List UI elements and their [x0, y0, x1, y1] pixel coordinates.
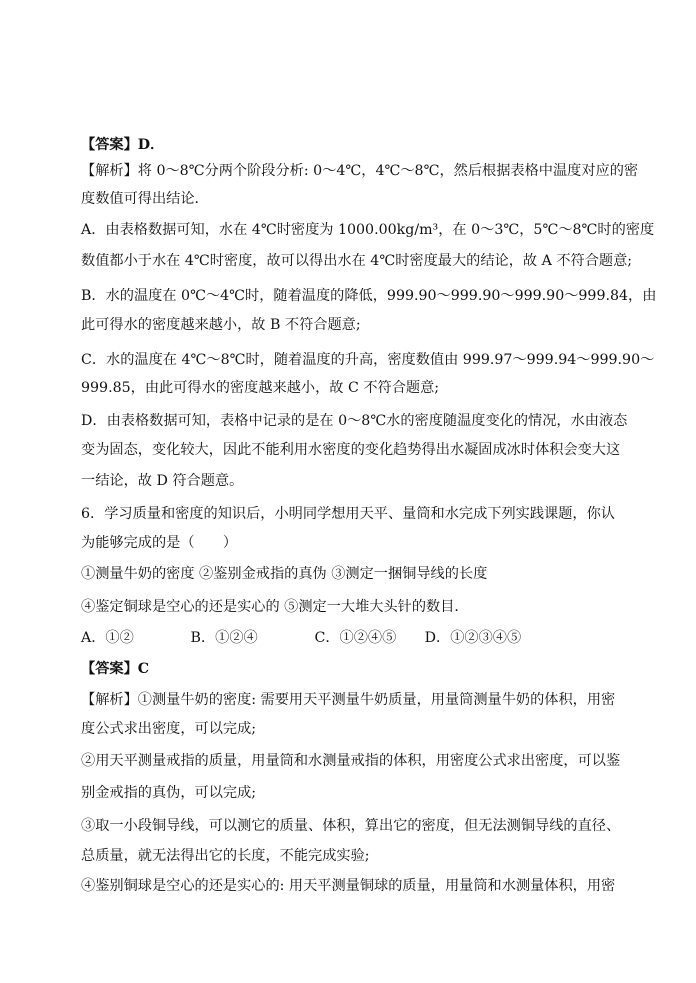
analysis-5-option-b-line-2: 此可得水的密度越来越小，故 B 不符合题意; [81, 317, 361, 333]
analysis-5-option-d-line-2: 变为固态，变化较大，因此不能利用水密度的变化趋势得出水凝固成冰时体积会变大这 [81, 442, 621, 458]
analysis-5-option-d-line-3: 一结论，故 D 符合题意。 [81, 473, 244, 489]
analysis-5-option-d-line-1: D．由表格数据可知，表格中记录的是在 0～8℃水的密度随温度变化的情况，水由液态 [81, 413, 628, 429]
analysis-5-line-2: 度数值可得出结论． [81, 191, 209, 207]
analysis-6-line-2: 度公式求出密度，可以完成; [81, 721, 257, 737]
question-6-items-line-2: ④鉴定铜球是空心的还是实心的 ⑤测定一大堆大头针的数目． [81, 599, 469, 615]
analysis-6-line-4: 别金戒指的真伪，可以完成; [81, 785, 257, 801]
question-6-options-line: A．①② B．①②④ C．①②④⑤ D．①②③④⑤ [81, 630, 522, 646]
question-6-items-line-1: ①测量牛奶的密度 ②鉴别金戒指的真伪 ③测定一捆铜导线的长度 [81, 566, 488, 582]
analysis-5-option-b-line-1: B．水的温度在 0℃～4℃时，随着温度的降低，999.90～999.90～999.90～999.84，由 [81, 288, 657, 304]
analysis-6-line-5: ③取一小段铜导线，可以测它的质量、体积，算出它的密度，但无法测铜导线的直径、 [81, 818, 621, 834]
analysis-5-option-c-line-2: 999.85，由此可得水的密度越来越小，故 C 不符合题意; [81, 380, 440, 396]
analysis-6-line-3: ②用天平测量戒指的质量，用量筒和水测量戒指的体积，用密度公式求出密度，可以鉴 [81, 753, 621, 769]
analysis-5-option-a-line-1: A．由表格数据可知，水在 4℃时密度为 1000.00kg/m³，在 0～3℃，5℃～8℃时的密度 [81, 222, 655, 238]
analysis-6-line-6: 总质量，就无法得出它的长度，不能完成实验; [81, 848, 370, 864]
answer-6-line: 【答案】C [81, 661, 150, 677]
answer-5-line: 【答案】D． [81, 137, 165, 153]
analysis-6-line-7: ④鉴别铜球是空心的还是实心的: 用天平测量铜球的质量，用量筒和水测量体积，用密 [81, 878, 616, 894]
question-6-line-2: 为能够完成的是（ ） [81, 535, 238, 551]
analysis-6-line-1: 【解析】①测量牛奶的密度: 需要用天平测量牛奶质量，用量筒测量牛奶的体积，用密 [81, 692, 616, 708]
analysis-5-line-1: 【解析】将 0～8℃分两个阶段分析: 0～4℃，4℃～8℃，然后根据表格中温度对应的密 [81, 163, 639, 179]
question-6-line-1: 6．学习质量和密度的知识后，小明同学想用天平、量筒和水完成下列实践课题，你认 [81, 506, 615, 522]
analysis-5-option-a-line-2: 数值都小于水在 4℃时密度，故可以得出水在 4℃时密度最大的结论，故 A 不符合题意; [81, 253, 633, 269]
analysis-5-option-c-line-1: C．水的温度在 4℃～8℃时，随着温度的升高，密度数值由 999.97～999.94～999.90～ [81, 352, 655, 368]
